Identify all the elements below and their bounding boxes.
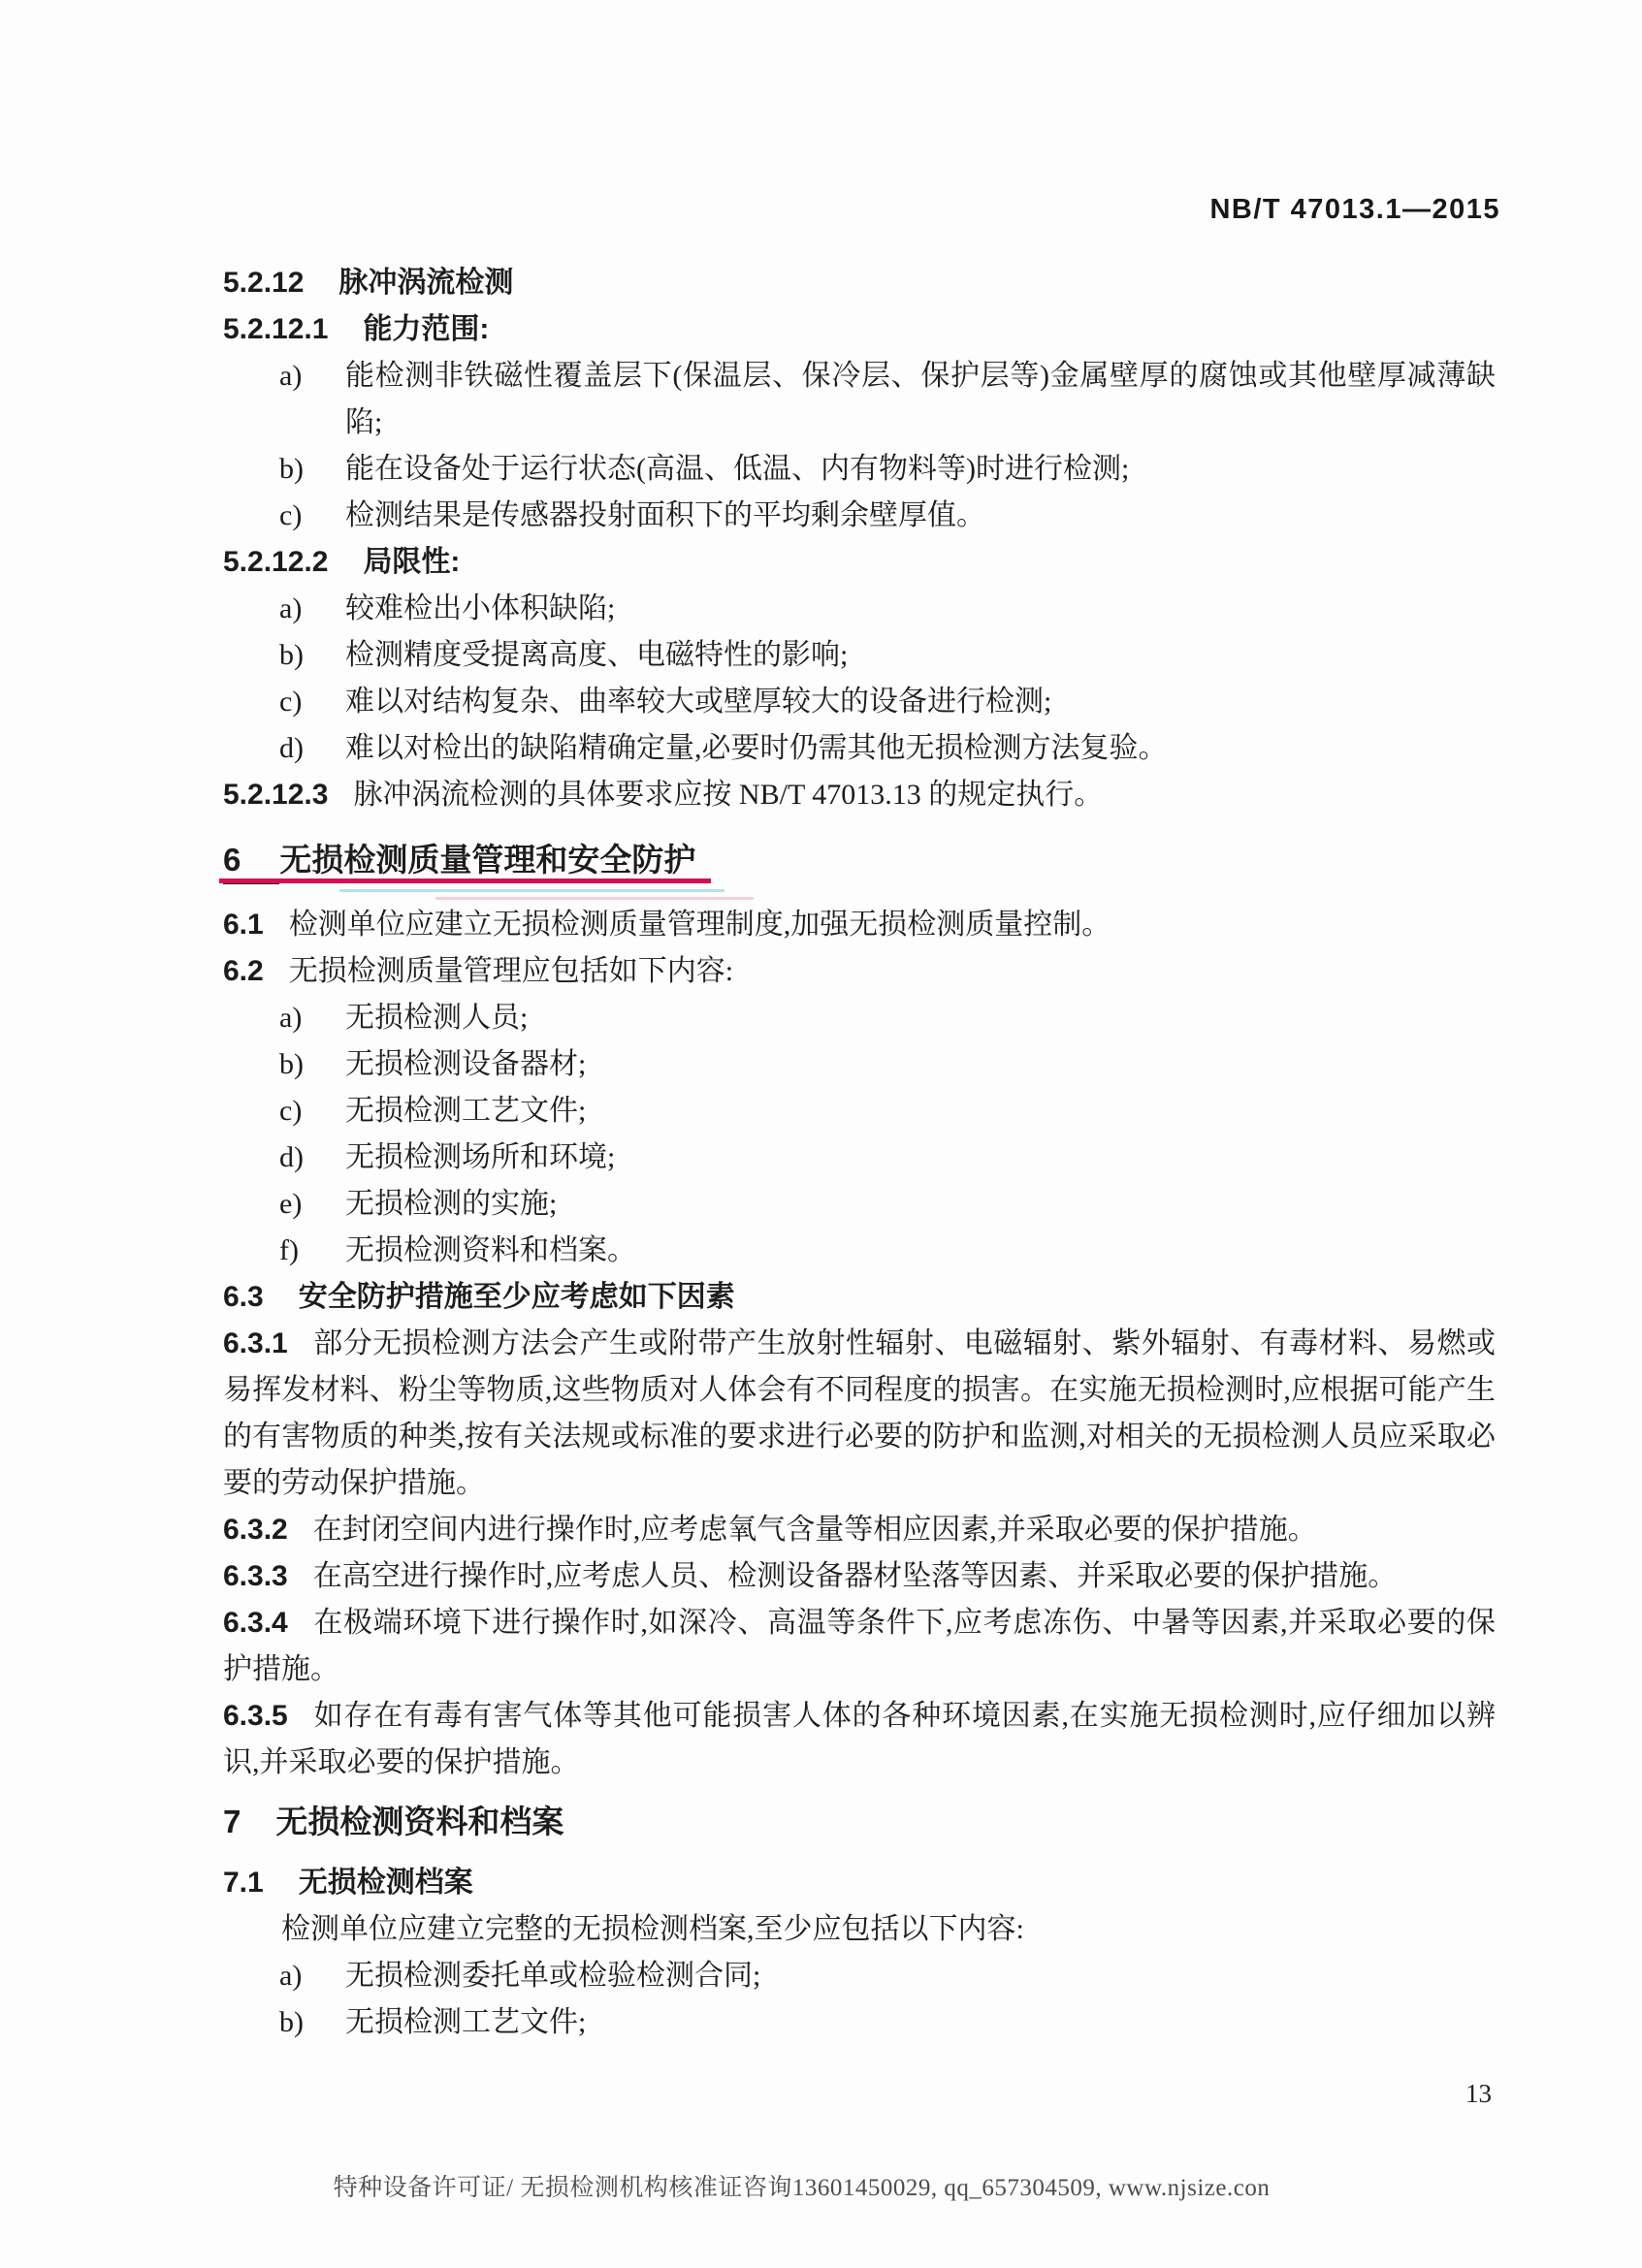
section-title: 无损检测质量管理和安全防护 xyxy=(279,842,696,878)
page-number: 13 xyxy=(1465,2079,1492,2108)
list-marker: b) xyxy=(279,1048,304,1080)
list-item xyxy=(223,725,1496,772)
list-item xyxy=(223,586,1496,632)
clause-6-3-1 xyxy=(223,1321,1496,1507)
clause-6-2 xyxy=(223,948,1496,995)
list-marker: b) xyxy=(279,453,304,485)
section-number: 6 xyxy=(223,842,279,884)
section-6-heading-wrap xyxy=(223,836,695,884)
footer-watermark: 特种设备许可证/ 无损检测机构核准证咨询13601450029, qq_657304509, www.njsize.con xyxy=(333,2175,1271,2201)
clause-number: 6.3.3 xyxy=(223,1560,288,1592)
clause-number: 5.2.12.3 xyxy=(223,779,329,811)
list-marker: c) xyxy=(279,1095,303,1127)
list-item xyxy=(223,1041,1496,1088)
list-item-text: 无损检测委托单或检验检测合同; xyxy=(345,1960,761,1992)
list-marker: a) xyxy=(279,1960,303,1992)
clause-text: 在高空进行操作时,应考虑人员、检测设备器材坠落等因素、并采取必要的保护措施。 xyxy=(312,1560,1398,1592)
list-marker: b) xyxy=(279,2006,304,2038)
clause-7-1-heading xyxy=(223,1860,1496,1906)
section-title: 无损检测资料和档案 xyxy=(275,1804,564,1839)
pink-underline xyxy=(435,897,754,900)
list-item-text: 检测结果是传感器投射面积下的平均剩余壁厚值。 xyxy=(345,499,985,531)
clause-6-3-3 xyxy=(223,1553,1496,1600)
section-7-heading xyxy=(223,1798,1496,1846)
list-marker: a) xyxy=(279,1002,303,1034)
clause-number: 6.3.1 xyxy=(223,1327,288,1359)
clause-6-3-2 xyxy=(223,1507,1496,1553)
list-item-text: 无损检测人员; xyxy=(345,1002,529,1034)
list-item-text: 无损检测设备器材; xyxy=(345,1048,587,1080)
clause-number: 7.1 xyxy=(223,1867,264,1899)
list-item-text: 能在设备处于运行状态(高温、低温、内有物料等)时进行检测; xyxy=(345,453,1130,485)
clause-number: 6.3.2 xyxy=(223,1514,288,1546)
list-marker: a) xyxy=(279,592,303,624)
clause-5-2-12-2-heading xyxy=(223,539,1496,586)
clause-title: 安全防护措施至少应考虑如下因素 xyxy=(298,1281,735,1313)
clause-6-1 xyxy=(223,902,1496,948)
clause-number: 6.2 xyxy=(223,955,264,987)
list-marker: c) xyxy=(279,499,303,531)
list-item xyxy=(223,995,1496,1041)
clause-5-2-12-heading xyxy=(223,260,1496,306)
list-marker: d) xyxy=(279,1141,304,1173)
clause-number: 6.3.4 xyxy=(223,1607,288,1639)
clause-number: 6.1 xyxy=(223,909,264,941)
clause-text: 脉冲涡流检测的具体要求应按 NB/T 47013.13 的规定执行。 xyxy=(353,779,1104,811)
list-item-text: 难以对检出的缺陷精确定量,必要时仍需其他无损检测方法复验。 xyxy=(345,732,1168,764)
list-item xyxy=(223,1088,1496,1134)
clause-7-1-paragraph: 检测单位应建立完整的无损检测档案,至少应包括以下内容: xyxy=(281,1913,1024,1945)
clause-text: 检测单位应建立无损检测质量管理制度,加强无损检测质量控制。 xyxy=(288,909,1111,941)
clause-text: 在极端环境下进行操作时,如深冷、高温等条件下,应考虑冻伤、中暑等因素,并采取必要的保护措施。 xyxy=(223,1607,1496,1685)
clause-title: 局限性: xyxy=(363,546,461,578)
list-item-text: 无损检测工艺文件; xyxy=(345,2006,587,2038)
clause-6-3-4 xyxy=(223,1600,1496,1693)
clause-number: 5.2.12 xyxy=(223,267,305,299)
list-marker: b) xyxy=(279,639,304,671)
list-item-text: 无损检测的实施; xyxy=(345,1188,558,1220)
list-item-text: 较难检出小体积缺陷; xyxy=(345,592,616,624)
list-item xyxy=(223,1953,1496,1999)
clause-text: 无损检测质量管理应包括如下内容: xyxy=(288,955,734,987)
clause-number: 5.2.12.2 xyxy=(223,546,329,578)
section-6-heading xyxy=(223,836,1496,884)
list-marker: c) xyxy=(279,686,303,718)
list-item-text: 无损检测工艺文件; xyxy=(345,1095,587,1127)
list-marker: e) xyxy=(279,1188,303,1220)
clause-title: 能力范围: xyxy=(363,313,490,345)
list-item xyxy=(223,632,1496,679)
clause-number: 6.3 xyxy=(223,1281,264,1313)
clause-6-3-5 xyxy=(223,1693,1496,1786)
list-item-text: 无损检测场所和环境; xyxy=(345,1141,616,1173)
list-item xyxy=(223,1134,1496,1181)
clause-title: 脉冲涡流检测 xyxy=(338,267,514,299)
list-marker: f) xyxy=(279,1234,299,1266)
clause-5-2-12-1-heading xyxy=(223,306,1496,353)
list-item-text: 能检测非铁磁性覆盖层下(保温层、保冷层、保护层等)金属壁厚的腐蚀或其他壁厚减薄缺陷; xyxy=(345,360,1496,438)
list-item xyxy=(223,1181,1496,1228)
header-doc-code: NB/T 47013.1—2015 xyxy=(1209,194,1500,225)
clause-number: 5.2.12.1 xyxy=(223,313,329,345)
list-item-text: 无损检测资料和档案。 xyxy=(345,1234,636,1266)
cyan-underline xyxy=(339,889,724,892)
clause-text: 在封闭空间内进行操作时,应考虑氧气含量等相应因素,并采取必要的保护措施。 xyxy=(312,1514,1317,1546)
clause-5-2-12-3 xyxy=(223,772,1496,818)
red-underline xyxy=(219,878,711,883)
list-item-text: 难以对结构复杂、曲率较大或壁厚较大的设备进行检测; xyxy=(345,686,1052,718)
list-item xyxy=(223,353,1496,446)
section-number: 7 xyxy=(223,1804,241,1839)
clause-6-3-heading xyxy=(223,1274,1496,1321)
list-item xyxy=(223,493,1496,539)
list-item xyxy=(223,1228,1496,1274)
list-marker: d) xyxy=(279,732,304,764)
list-item xyxy=(223,1999,1496,2046)
list-item xyxy=(223,446,1496,493)
clause-text: 部分无损检测方法会产生或附带产生放射性辐射、电磁辐射、紫外辐射、有毒材料、易燃或易挥发材料、粉尘等物质,这些物质对人体会有不同程度的损害。在实施无损检测时,应根据可能产生的有害物质的种类,按有关法规或标准的要求进行必要的防护和监测,对相关的无损检测人员应采取必要的劳动保护措施。 xyxy=(223,1327,1496,1499)
list-marker: a) xyxy=(279,360,303,392)
clause-text: 如存在有毒有害气体等其他可能损害人体的各种环境因素,在实施无损检测时,应仔细加以辨识,并采取必要的保护措施。 xyxy=(223,1700,1496,1778)
page-content xyxy=(223,260,1496,2046)
list-item-text: 检测精度受提离高度、电磁特性的影响; xyxy=(345,639,849,671)
clause-number: 6.3.5 xyxy=(223,1700,288,1732)
list-item xyxy=(223,679,1496,725)
clause-title: 无损检测档案 xyxy=(298,1867,473,1899)
